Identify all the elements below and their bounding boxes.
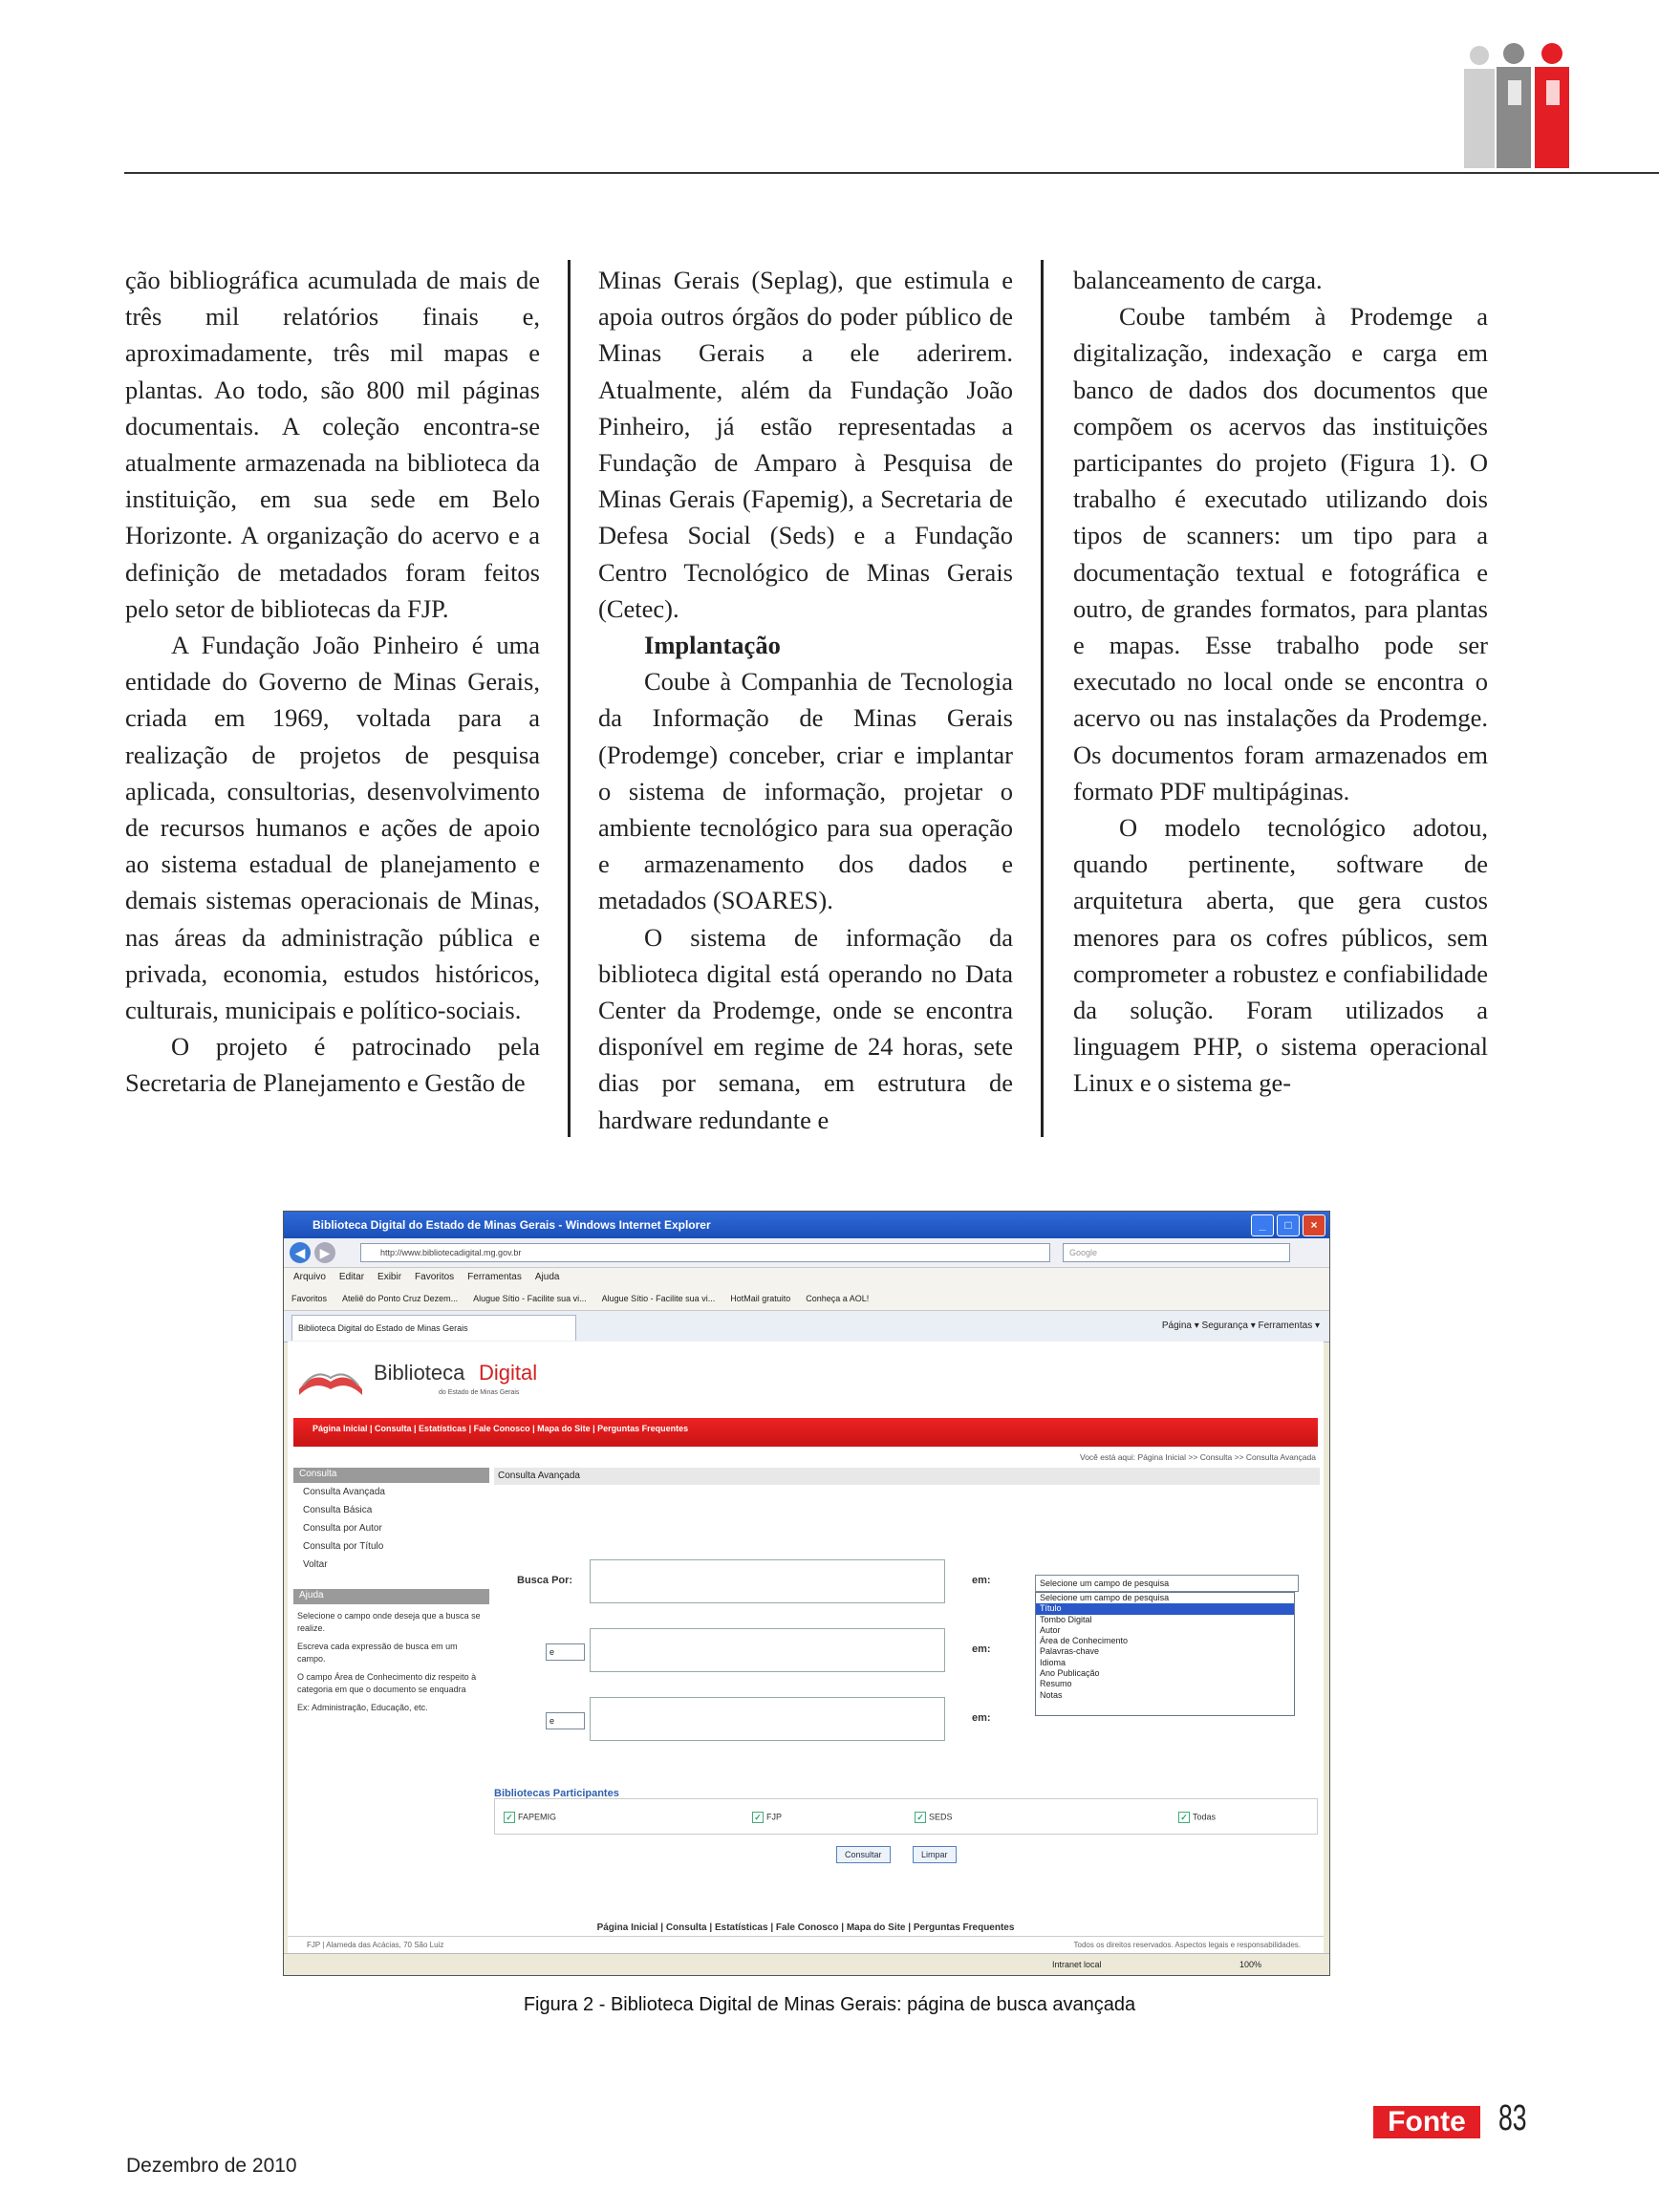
busca-label: Busca Por: <box>517 1575 573 1586</box>
search-term-1[interactable] <box>590 1559 945 1603</box>
site-nav-bar <box>293 1418 1318 1447</box>
site-nav-links[interactable]: Página Inicial | Consulta | Estatísticas | Fale Conosco | Mapa do Site | Perguntas Frequentes <box>312 1424 689 1433</box>
menu-item[interactable]: Ferramentas <box>467 1272 522 1282</box>
sidebar <box>293 1468 489 1714</box>
fonte-badge: Fonte <box>1373 2106 1480 2138</box>
browser-tab[interactable]: Biblioteca Digital do Estado de Minas Gerais <box>291 1315 576 1341</box>
people-logo <box>1451 42 1594 168</box>
minimize-button[interactable]: _ <box>1251 1214 1274 1236</box>
help-heading: Ajuda <box>293 1589 489 1604</box>
sidebar-item[interactable]: Voltar <box>303 1559 328 1570</box>
breadcrumb: Você está aqui: Página Inicial >> Consulta >> Consulta Avançada <box>1080 1452 1316 1462</box>
menu-item[interactable]: Ajuda <box>534 1272 560 1282</box>
close-button[interactable]: × <box>1303 1214 1325 1236</box>
favorite-link[interactable]: Alugue Sítio - Facilite sua vi... <box>601 1294 716 1303</box>
search-term-3[interactable] <box>590 1697 945 1741</box>
dropdown-option[interactable]: Selecione um campo de pesquisa <box>1040 1593 1170 1602</box>
library-checkbox[interactable]: ✓ FJP <box>752 1812 782 1823</box>
zoom-level[interactable]: 100% <box>1239 1960 1262 1969</box>
limpar-button[interactable]: Limpar <box>913 1846 957 1863</box>
favorites-bar <box>284 1287 1329 1311</box>
paragraph: Minas Gerais (Seplag), que estimula e apoia outros órgãos do poder público de Minas Gerais a ele aderirem. Atualmente, além da Fundação João Pinheiro, já estão representadas a Fundação de Amparo à Pesquisa de Minas Gerais (Fapemig), a Secretaria de Defesa Social (Seds) e a Fundação Centro Tecnológico de Minas Gerais (Cetec). <box>598 266 1013 623</box>
paragraph: A Fundação João Pinheiro é uma entidade do Governo de Minas Gerais, criada em 1969, voltada para a realização de projetos de pesquisa aplicada, consultorias, desenvolvimento de recursos humanos e ações de apoio ao sistema estadual de planejamento e demais sistemas operacionais de Minas, nas áreas da administração pública e privada, economia, estudos históricos, culturais, municipais e político-sociais. <box>125 631 540 1025</box>
column-divider <box>568 260 571 1137</box>
em-label: em: <box>972 1712 991 1724</box>
operator-select[interactable]: e <box>546 1643 585 1661</box>
favorite-link[interactable]: Conheça a AOL! <box>806 1294 870 1303</box>
field-select[interactable]: Selecione um campo de pesquisa <box>1035 1575 1299 1592</box>
libraries-heading: Bibliotecas Participantes <box>494 1788 619 1799</box>
menu-item[interactable]: Exibir <box>377 1272 402 1282</box>
help-text: Ex: Administração, Educação, etc. <box>297 1703 428 1712</box>
column-divider <box>1041 260 1044 1137</box>
em-label: em: <box>972 1575 991 1586</box>
window-title: Biblioteca Digital do Estado de Minas Gerais - Windows Internet Explorer <box>312 1218 711 1232</box>
figure-screenshot <box>283 1211 1330 1976</box>
paragraph: O sistema de informação da biblioteca digital está operando no Data Center da Prodemge, onde se encontra disponível em regime de 24 horas, sete dias por semana, em estrutura de hardware redundante e <box>598 922 1013 1134</box>
logo-text-accent: Digital <box>479 1361 538 1385</box>
menu-item[interactable]: Favoritos <box>415 1272 455 1282</box>
tab-bar <box>284 1311 1329 1342</box>
dropdown-option[interactable]: Título <box>1036 1603 1294 1614</box>
address-text: FJP | Alameda das Acácias, 70 São Luiz <box>307 1941 444 1949</box>
book-icon <box>297 1361 364 1399</box>
favorite-link[interactable]: Ateliê do Ponto Cruz Dezem... <box>342 1294 459 1303</box>
article-column-1 <box>125 262 540 1102</box>
menu-bar <box>284 1268 1329 1287</box>
url-input[interactable]: http://www.bibliotecadigital.mg.gov.br <box>360 1243 1050 1262</box>
address-bar <box>284 1238 1329 1268</box>
help-text: Selecione o campo onde deseja que a busca se realize. <box>297 1611 481 1633</box>
dropdown-option[interactable]: Palavras-chave <box>1040 1646 1100 1657</box>
library-checkbox[interactable]: ✓ SEDS <box>915 1812 953 1823</box>
logo-subtitle: do Estado de Minas Gerais <box>439 1389 520 1396</box>
dropdown-option[interactable]: Notas <box>1040 1689 1063 1700</box>
help-text: Escreva cada expressão de busca em um campo. <box>297 1642 458 1664</box>
main-heading: Consulta Avançada <box>494 1468 1320 1485</box>
forward-icon[interactable]: ▶ <box>314 1242 335 1263</box>
dropdown-option[interactable]: Idioma <box>1040 1657 1066 1667</box>
paragraph: O projeto é patrocinado pela Secretaria de Planejamento e Gestão de <box>125 1032 540 1098</box>
help-text: O campo Área de Conhecimento diz respeito à categoria em que o documento se enquadra <box>297 1672 477 1694</box>
search-input[interactable]: Google <box>1063 1243 1290 1262</box>
status-bar <box>284 1953 1329 1976</box>
figure-caption: Figura 2 - Biblioteca Digital de Minas Gerais: página de busca avançada <box>523 1994 1136 2015</box>
consultar-button[interactable]: Consultar <box>836 1846 891 1863</box>
paragraph: O modelo tecnológico adotou, quando pertinente, software de arquitetura aberta, que gera custos menores para os cofres públicos, sem comprometer a robustez e confiabilidade da solução. Foram utilizados a linguagem PHP, o sistema operacional Linux e o sistema ge- <box>1073 813 1488 1098</box>
sidebar-item[interactable]: Consulta Avançada <box>303 1487 385 1497</box>
library-checkbox[interactable]: ✓ FAPEMIG <box>504 1812 556 1823</box>
favorite-link[interactable]: HotMail gratuito <box>730 1294 791 1303</box>
sidebar-item[interactable]: Consulta por Título <box>303 1541 384 1552</box>
header-rule <box>124 172 1659 174</box>
site-logo <box>297 1355 574 1412</box>
field-dropdown[interactable] <box>1035 1592 1295 1716</box>
sidebar-item[interactable]: Consulta por Autor <box>303 1523 382 1534</box>
issue-date: Dezembro de 2010 <box>126 2155 297 2177</box>
paragraph: Coube à Companhia de Tecnologia da Informação de Minas Gerais (Prodemge) conceber, criar e implantar o sistema de informação, projetar o ambiente tecnológico para sua operação e armazenamento dos dados e metadados (SOARES). <box>598 667 1013 915</box>
window-titlebar <box>284 1212 1329 1238</box>
maximize-button[interactable]: □ <box>1277 1214 1300 1236</box>
zone-status: Intranet local <box>1052 1960 1102 1969</box>
rights-text[interactable]: Todos os direitos reservados. Aspectos legais e responsabilidades. <box>1073 1941 1301 1949</box>
address-strip <box>288 1936 1324 1954</box>
paragraph: Coube também à Prodemge a digitalização, indexação e carga em banco de dados dos documentos que compõem os acervos das instituições participantes do projeto (Figura 1). O trabalho é executado utilizando dois tipos de scanners: um tipo para a documentação textual e fotográfica e outro, de grandes formatos, para plantas e mapas. Esse trabalho pode ser executado no local onde se encontra o acervo ou nas instalações da Prodemge. Os documentos foram armazenados em formato PDF multipáginas. <box>1073 302 1488 805</box>
command-bar[interactable]: Página ▾ Segurança ▾ Ferramentas ▾ <box>1161 1321 1320 1331</box>
dropdown-option[interactable]: Autor <box>1040 1624 1061 1635</box>
favorite-link[interactable]: Alugue Sítio - Facilite sua vi... <box>473 1294 587 1303</box>
page-number: 83 <box>1498 2098 1527 2138</box>
article-column-3 <box>1073 262 1488 1102</box>
paragraph: ção bibliográfica acumulada de mais de três mil relatórios finais e, aproximadamente, três mil mapas e plantas. Ao todo, são 800 mil páginas documentais. A coleção encontra-se atualmente armazenada na biblioteca da instituição, em sua sede em Belo Horizonte. A organização do acervo e a definição de metadados foram feitos pelo setor de bibliotecas da FJP. <box>125 266 540 623</box>
sidebar-heading: Consulta <box>293 1468 489 1483</box>
dropdown-option[interactable]: Ano Publicação <box>1040 1668 1100 1679</box>
back-icon[interactable]: ◀ <box>290 1242 311 1263</box>
menu-item[interactable]: Editar <box>338 1272 365 1282</box>
operator-select[interactable]: e <box>546 1712 585 1729</box>
article-column-2 <box>598 262 1013 1138</box>
sidebar-item[interactable]: Consulta Básica <box>303 1505 373 1515</box>
library-checkbox[interactable]: ✓ Todas <box>1178 1812 1216 1823</box>
menu-item[interactable]: Arquivo <box>293 1272 326 1282</box>
section-heading: Implantação <box>644 631 781 660</box>
dropdown-option[interactable]: Área de Conhecimento <box>1040 1636 1129 1646</box>
dropdown-option[interactable]: Tombo Digital <box>1040 1614 1092 1624</box>
paragraph: balanceamento de carga. <box>1073 266 1323 294</box>
web-page <box>288 1342 1324 1936</box>
search-term-2[interactable] <box>590 1628 945 1672</box>
dropdown-option[interactable]: Resumo <box>1040 1679 1072 1689</box>
logo-text: Biblioteca <box>374 1361 465 1385</box>
favorite-link[interactable]: Favoritos <box>291 1294 328 1303</box>
em-label: em: <box>972 1643 991 1655</box>
footer-links[interactable]: Página Inicial | Consulta | Estatísticas | Fale Conosco | Mapa do Site | Perguntas Frequentes <box>596 1922 1015 1933</box>
